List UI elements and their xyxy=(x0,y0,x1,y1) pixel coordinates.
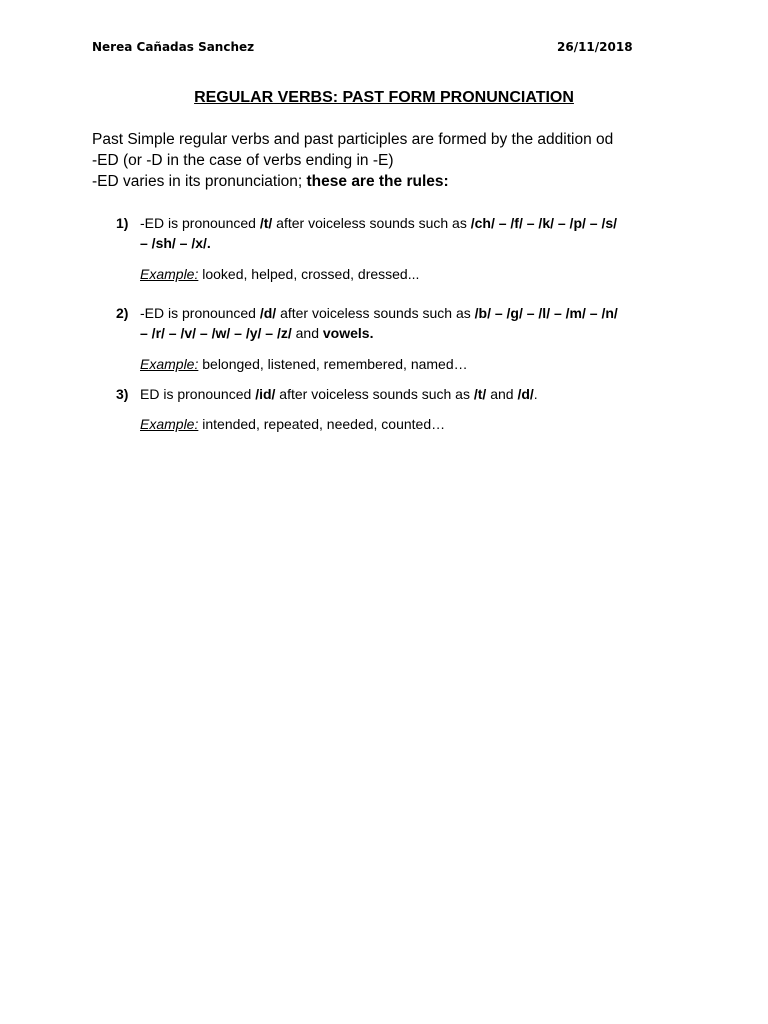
example-text: looked, helped, crossed, dressed... xyxy=(198,266,420,282)
rule-text-segment: -ED is pronounced xyxy=(140,215,260,231)
rule-sound-list: – /r/ – /v/ – /w/ – /y/ – /z/ xyxy=(140,325,292,341)
rule-vowels: vowels. xyxy=(322,325,374,341)
rule-sound-list: /ch/ – /f/ – /k/ – /p/ – /s/ xyxy=(470,215,618,231)
header-author: Nerea Cañadas Sanchez xyxy=(92,40,255,54)
intro-line-2: -ED (or -D in the case of verbs ending in -E) xyxy=(92,152,394,169)
rule-example xyxy=(140,264,419,284)
rule-text-segment: after voiceless sounds such as xyxy=(276,305,475,321)
rule-line-1 xyxy=(140,303,710,323)
rule-line-1 xyxy=(140,213,710,233)
rule-example xyxy=(140,354,468,374)
rule-line-1 xyxy=(140,384,710,404)
rule-number: 2) xyxy=(116,305,129,321)
rule-sound: /t/ xyxy=(259,215,273,231)
intro-line-3-text: -ED varies in its pronunciation; xyxy=(92,173,307,190)
rule-example xyxy=(140,414,445,434)
rule-line-2 xyxy=(140,233,710,253)
rule-text xyxy=(140,213,710,253)
rule-sound: /id/ xyxy=(255,386,276,402)
rule-number: 1) xyxy=(116,215,129,231)
rule-sound-list: – /sh/ – /x/. xyxy=(140,235,211,251)
example-text: intended, repeated, needed, counted… xyxy=(198,416,446,432)
page-title: REGULAR VERBS: PAST FORM PRONUNCIATION xyxy=(194,89,574,106)
rule-text-segment: after voiceless sounds such as xyxy=(272,215,471,231)
rule-number: 3) xyxy=(116,386,129,402)
rule-text-segment: . xyxy=(533,386,538,402)
header-date: 26/11/2018 xyxy=(557,40,633,54)
rule-line-2 xyxy=(140,323,710,343)
rule-text xyxy=(140,384,710,404)
example-label: Example: xyxy=(140,416,199,432)
example-label: Example: xyxy=(140,356,199,372)
rule-sound: /t/ xyxy=(473,386,487,402)
rule-sound: /d/ xyxy=(259,305,277,321)
intro-line-3-bold: these are the rules: xyxy=(306,173,449,190)
intro-line-3 xyxy=(92,171,712,192)
rule-text-segment: ED is pronounced xyxy=(140,386,256,402)
rule-sound-list: /b/ – /g/ – /l/ – /m/ – /n/ xyxy=(474,305,618,321)
rule-text xyxy=(140,303,710,343)
intro-line-1: Past Simple regular verbs and past participles are formed by the addition od xyxy=(92,131,614,148)
rule-sound: /d/ xyxy=(517,386,534,402)
rule-text-segment: and xyxy=(291,325,323,341)
rule-text-segment: -ED is pronounced xyxy=(140,305,260,321)
example-text: belonged, listened, remembered, named… xyxy=(198,356,468,372)
rule-text-segment: and xyxy=(486,386,518,402)
rule-text-segment: after voiceless sounds such as xyxy=(275,386,474,402)
example-label: Example: xyxy=(140,266,199,282)
intro-paragraph xyxy=(92,129,712,192)
